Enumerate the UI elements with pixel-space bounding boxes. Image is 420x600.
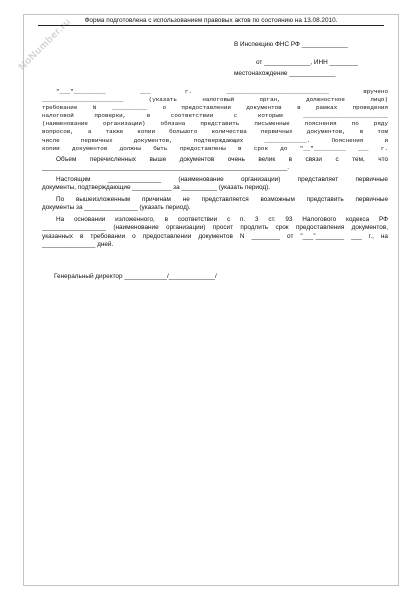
watermark: NoNumber.ru — [16, 16, 74, 73]
mono-line: налоговой проверки, в соответствии с которым ________________________ — [42, 112, 388, 120]
paragraph-line: документы, подтверждающие ___________ за __________ (указать период). — [42, 184, 271, 192]
mono-line: копии документов должны быть предоставлены в срок до "__"_________ ___ г. — [42, 144, 388, 152]
request-details-block — [42, 88, 388, 153]
mono-line: вопросов, а также копии большого количества первичных документов, в том — [42, 128, 388, 136]
paragraph-line: документы за _______________ (указать период). — [42, 204, 191, 212]
director-signature-line: Генеральный директор ____________/_____________/ — [54, 273, 217, 280]
sender-line: от _____________, ИНН ________ — [256, 59, 358, 66]
paragraph-line: __________________ (наименование организации) просит продлить срок предоставления документов, — [42, 224, 388, 232]
mono-line: _______________________ (указать налоговый орган, должностное лицо) — [42, 96, 388, 104]
form-header-note: Форма подготовлена с использованием правовых актов по состоянию на 13.08.2010. — [38, 17, 384, 26]
paragraph-line: По вышеизложенным причинам не представляется возможным представить первичные — [56, 196, 388, 203]
paragraph-line: На основании изложенного, в соответствии с п. 3 ст. 93 Налогового кодекса РФ — [56, 216, 388, 223]
mono-line: "___"_________ ___ г. _____________________________ вручено — [56, 88, 388, 95]
paragraph-impossible — [42, 196, 388, 213]
mono-line: требование N __________ о предоставлении документов в рамках проведения — [42, 104, 388, 112]
paragraph-submitting — [42, 176, 388, 193]
paragraph-extension-request — [42, 216, 388, 249]
paragraph-line: _______________ дней. — [42, 240, 114, 248]
paragraph-line: Объем перечисленных выше документов очень велик в связи с тем, что — [56, 156, 388, 163]
addressee-inspection: В Инспекцию ФНС РФ _____________ — [234, 41, 348, 48]
paragraph-volume — [42, 156, 388, 173]
document-page — [16, 14, 399, 586]
mono-line: числе первичных документов, подтверждающих ____________. Пояснения и — [42, 136, 388, 144]
paragraph-line: _____________________________________________________________________. — [42, 164, 290, 172]
paragraph-line: Настоящим _______________ (наименование организации) представляет первичные — [56, 176, 388, 183]
mono-line: (наименование организации) обязана представить письменные пояснения по ряду — [42, 120, 388, 128]
paragraph-line: указанных в требовании о предоставлении документов N ________ от "___"________ ___ г., на — [42, 232, 388, 240]
location-line: местонахождение _____________ — [234, 70, 336, 77]
